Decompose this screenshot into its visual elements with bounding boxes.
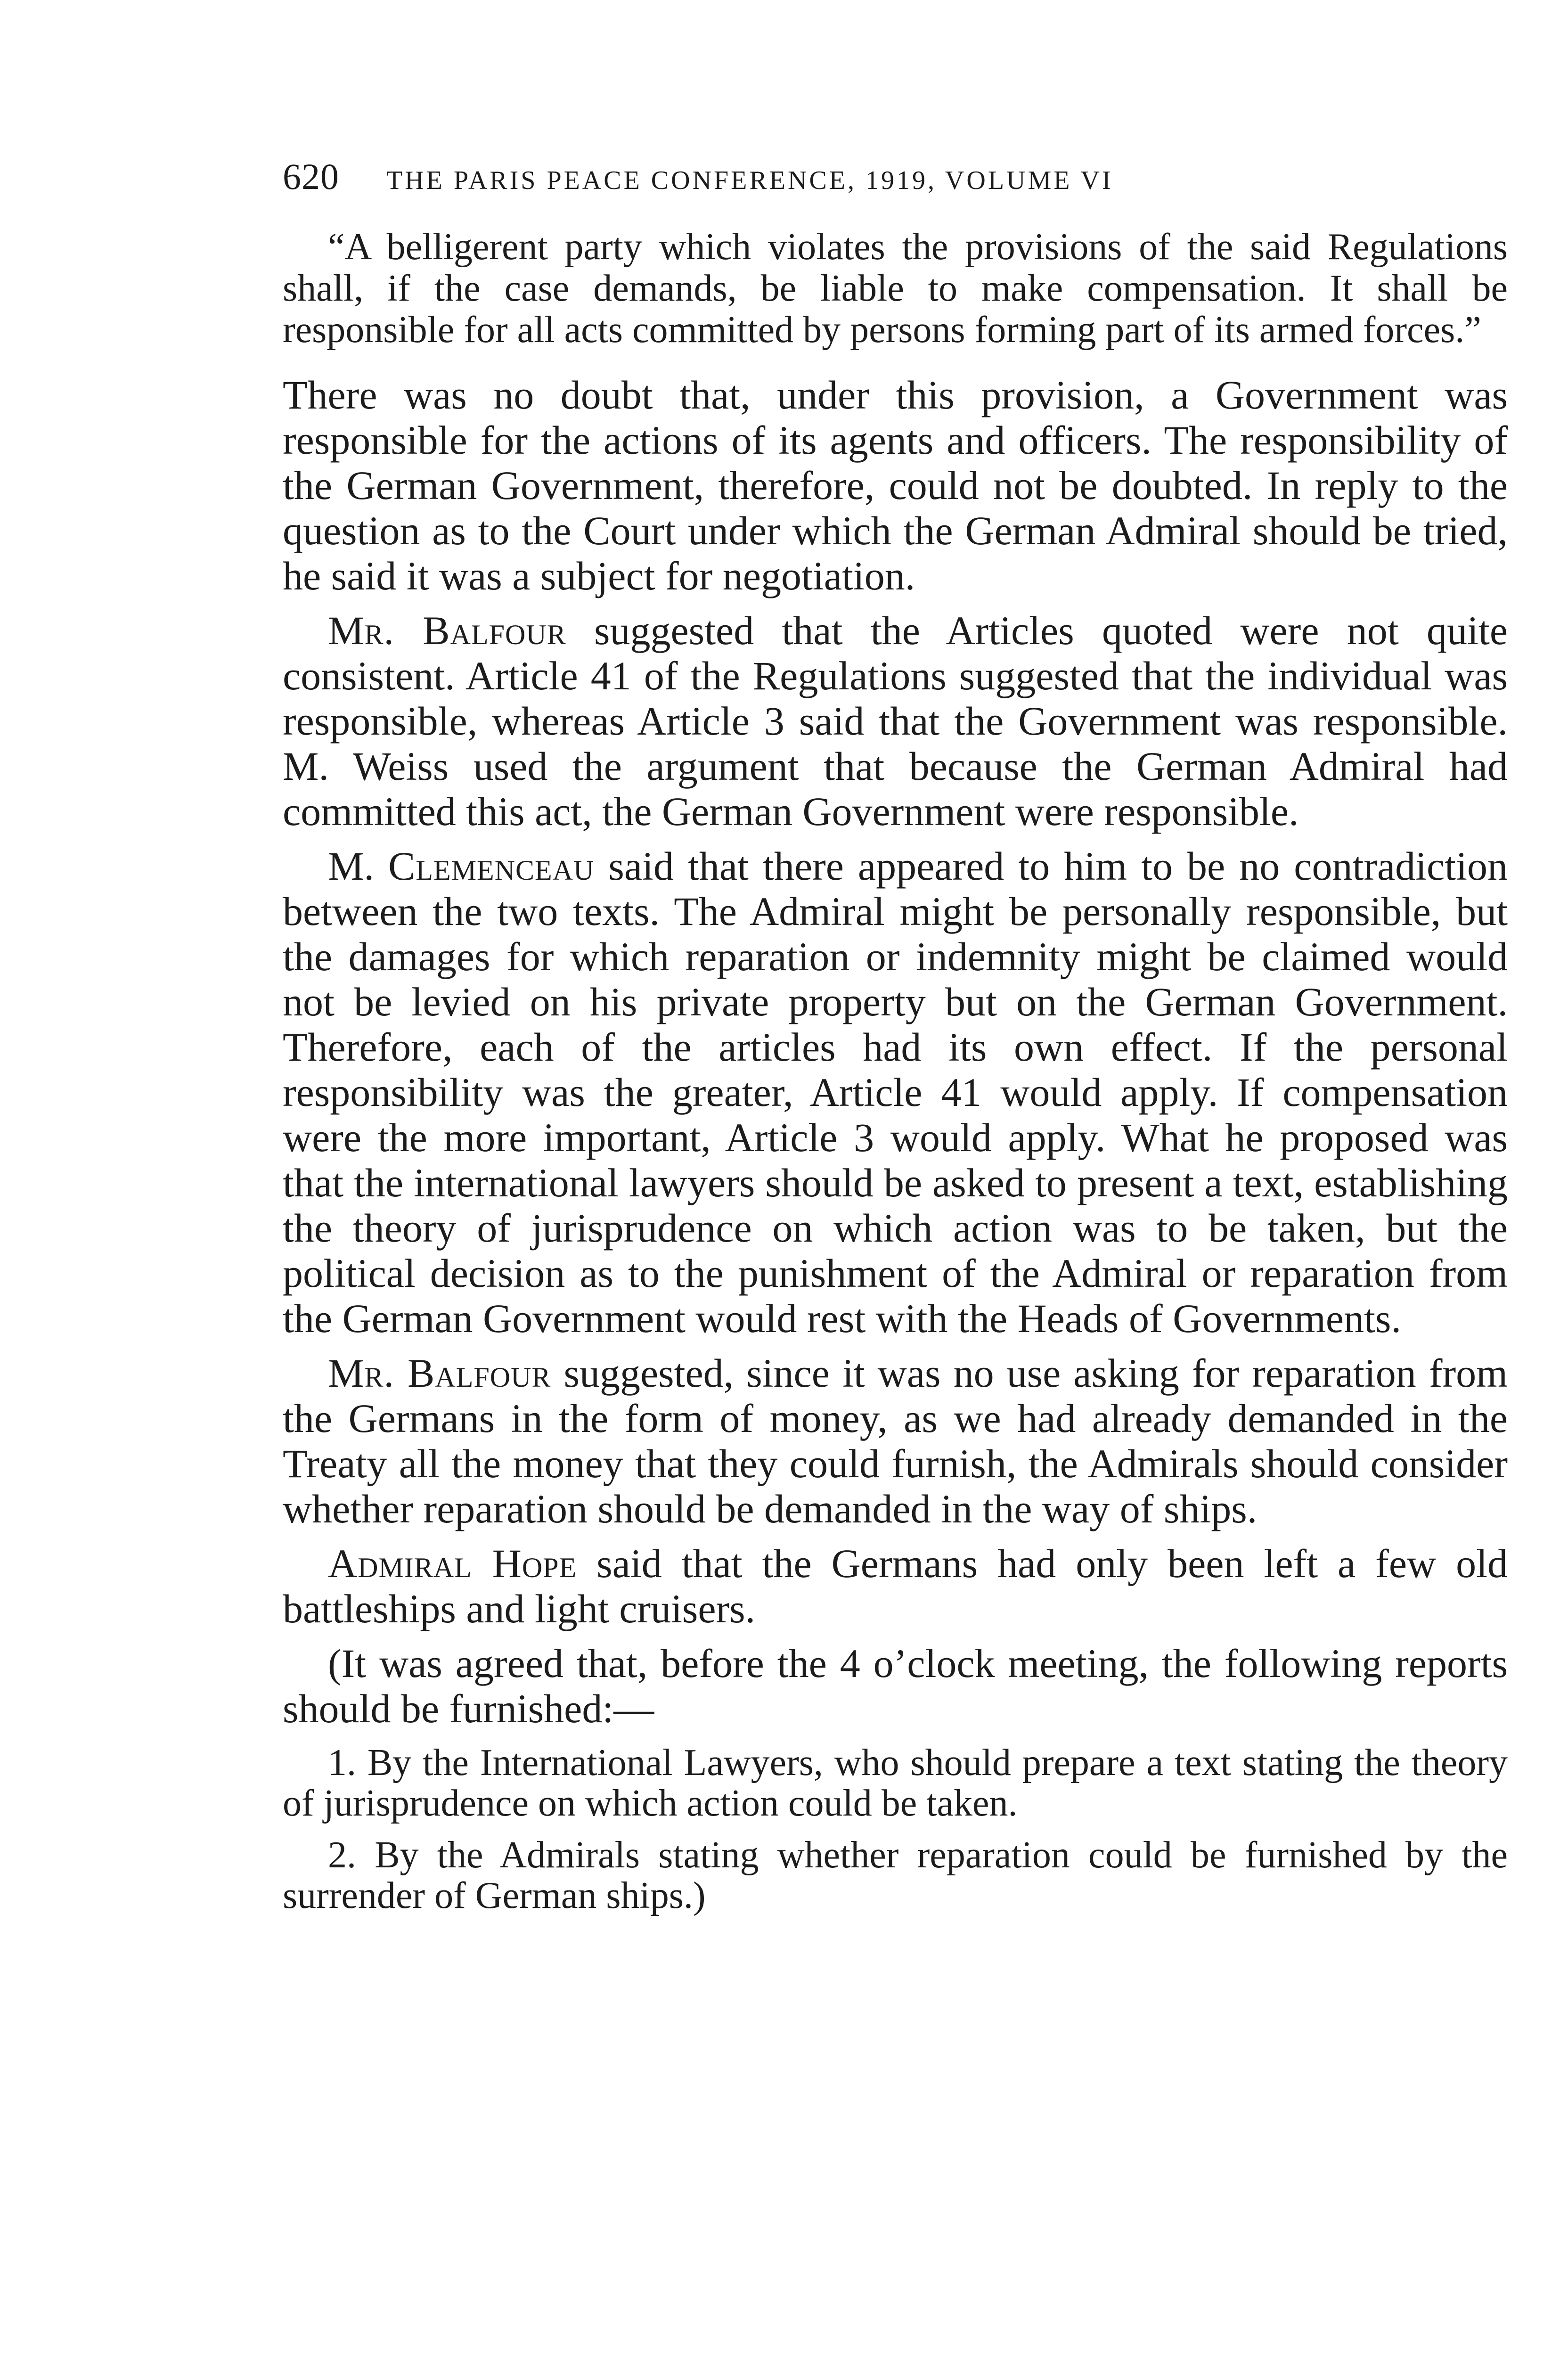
page-number: 620 bbox=[283, 156, 339, 197]
paragraph-responsibility: There was no doubt that, under this provision, a Government was responsible for the actions of its agents and officers. The responsibility of the German Government, therefore, could not be doubted. In reply to the question as to the Court under which the German Admiral should be tried, he said it was a subject for negotiation. bbox=[283, 372, 1508, 598]
document-page bbox=[283, 155, 1508, 1916]
block-quote: “A belligerent party which violates the provisions of the said Regulations shall, if the case demands, be liable to make compensation. It shall be responsible for all acts committed by persons forming part of its armed forces.” bbox=[283, 226, 1508, 351]
speaker-prefix: M. bbox=[328, 843, 389, 889]
speaker-name: Mr. Balfour bbox=[328, 1350, 551, 1396]
speaker-name: Admiral Hope bbox=[328, 1541, 577, 1586]
running-head: THE PARIS PEACE CONFERENCE, 1919, VOLUME VI bbox=[386, 166, 1113, 195]
paragraph-clemenceau bbox=[283, 843, 1508, 1341]
paragraph-agreement: (It was agreed that, before the 4 o’clock meeting, the following reports should be furnished:— bbox=[283, 1641, 1508, 1731]
speaker-name: Mr. Balfour bbox=[328, 608, 566, 653]
paragraph-text: suggested, since it was no use asking for reparation from the Germans in the form of money, as we had already demanded in the Treaty all the money that they could furnish, the Admirals should consider whether reparation should be demanded in the way of ships. bbox=[283, 1350, 1508, 1531]
paragraph-text: said that the Germans had only been left a few old battleships and light cruisers. bbox=[283, 1541, 1508, 1631]
page-header bbox=[283, 155, 1508, 207]
paragraph-text: suggested that the Articles quoted were not quite consistent. Article 41 of the Regulations suggested that the individual was responsible, whereas Article 3 said that the Government was responsible. M. Weiss used the argument that because the German Admiral had committed this act, the German Government were responsible. bbox=[283, 608, 1508, 834]
paragraph-text: said that there appeared to him to be no contradiction between the two texts. The Admiral might be personally responsible, but the damages for which reparation or indemnity might be claimed would not be levied on his private property but on the German Government. Therefore, each of the articles had its own effect. If the personal responsibility was the greater, Article 41 would apply. If compensation were the more important, Article 3 would apply. What he proposed was that the international lawyers should be asked to present a text, establishing the theory of jurisprudence on which action was to be taken, but the political decision as to the punishment of the Admiral or reparation from the German Government would rest with the Heads of Governments. bbox=[283, 843, 1508, 1341]
speaker-name: Clemenceau bbox=[388, 843, 595, 889]
paragraph-admiral-hope bbox=[283, 1541, 1508, 1631]
paragraph-balfour-consistency bbox=[283, 608, 1508, 834]
list-item: 1. By the International Lawyers, who should prepare a text stating the theory of jurisprudence on which action could be taken. bbox=[283, 1742, 1508, 1824]
list-item: 2. By the Admirals stating whether reparation could be furnished by the surrender of German ships.) bbox=[283, 1834, 1508, 1916]
paragraph-balfour-reparation bbox=[283, 1350, 1508, 1531]
